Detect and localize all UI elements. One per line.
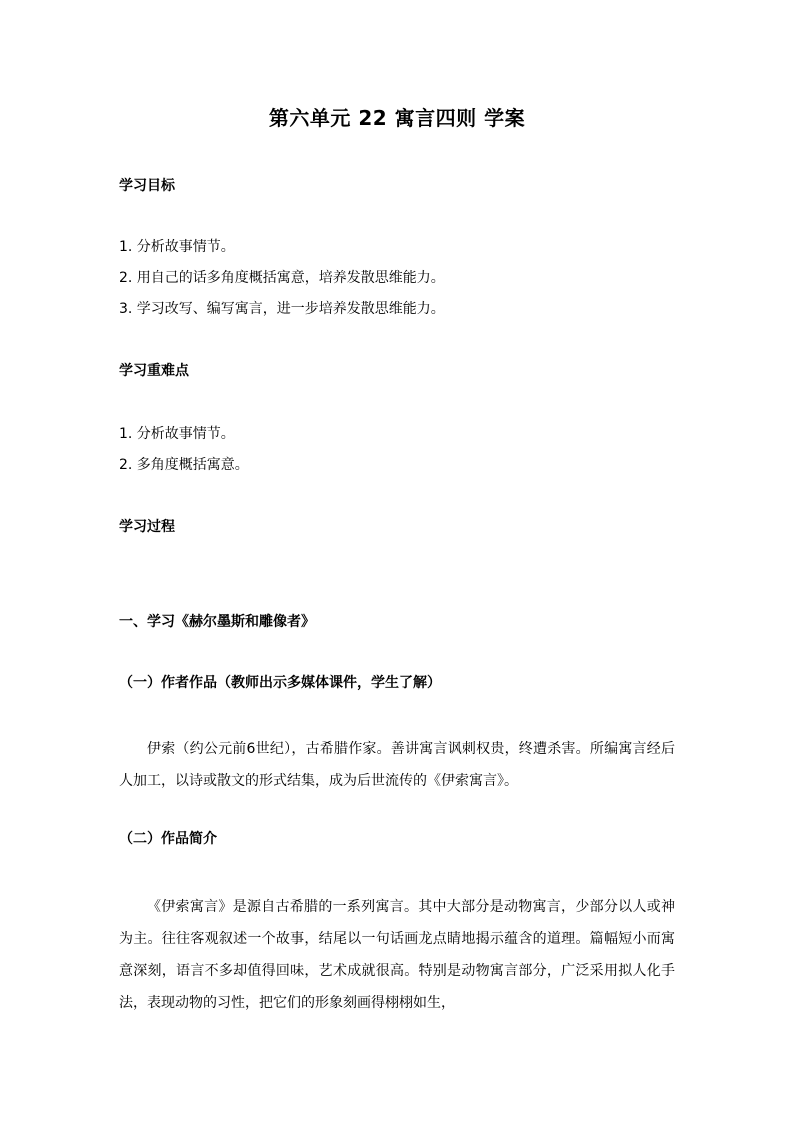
heading-learning-process: 学习过程 <box>119 519 175 535</box>
heading-key-points: 学习重难点 <box>119 363 189 379</box>
subsection-heading-author: （一）作者作品（教师出示多媒体课件，学生了解） <box>119 675 441 691</box>
heading-learning-goals: 学习目标 <box>119 178 175 194</box>
paragraph-author: 伊索（约公元前6世纪），古希腊作家。善讲寓言讽刺权贵，终遭杀害。所编寓言经后人加工，以诗或散文的形式结集，成为后世流传的《伊索寓言》。 <box>119 741 675 789</box>
goal-item-3: 3. 学习改写、编写寓言，进一步培养发散思维能力。 <box>119 301 445 317</box>
key-point-item-2: 2. 多角度概括寓意。 <box>119 457 249 473</box>
page-title: 第六单元 22 寓言四则 学案 <box>268 106 526 130</box>
paragraph-intro: 《伊索寓言》是源自古希腊的一系列寓言。其中大部分是动物寓言，少部分以人或神为主。往往客观叙述一个故事，结尾以一句话画龙点睛地揭示蕴含的道理。篇幅短小而寓意深刻，语言不多却值得回味，艺术成就很高。特别是动物寓言部分，广泛采用拟人化手法，表现动物的习性，把它们的形象刻画得栩栩如生， <box>119 899 675 1011</box>
goal-item-1: 1. 分析故事情节。 <box>119 239 235 255</box>
goal-item-2: 2. 用自己的话多角度概括寓意，培养发散思维能力。 <box>119 270 445 286</box>
key-point-item-1: 1. 分析故事情节。 <box>119 426 235 442</box>
section-heading-1: 一、学习《赫尔墨斯和雕像者》 <box>119 614 315 630</box>
subsection-heading-intro: （二）作品简介 <box>119 831 217 847</box>
